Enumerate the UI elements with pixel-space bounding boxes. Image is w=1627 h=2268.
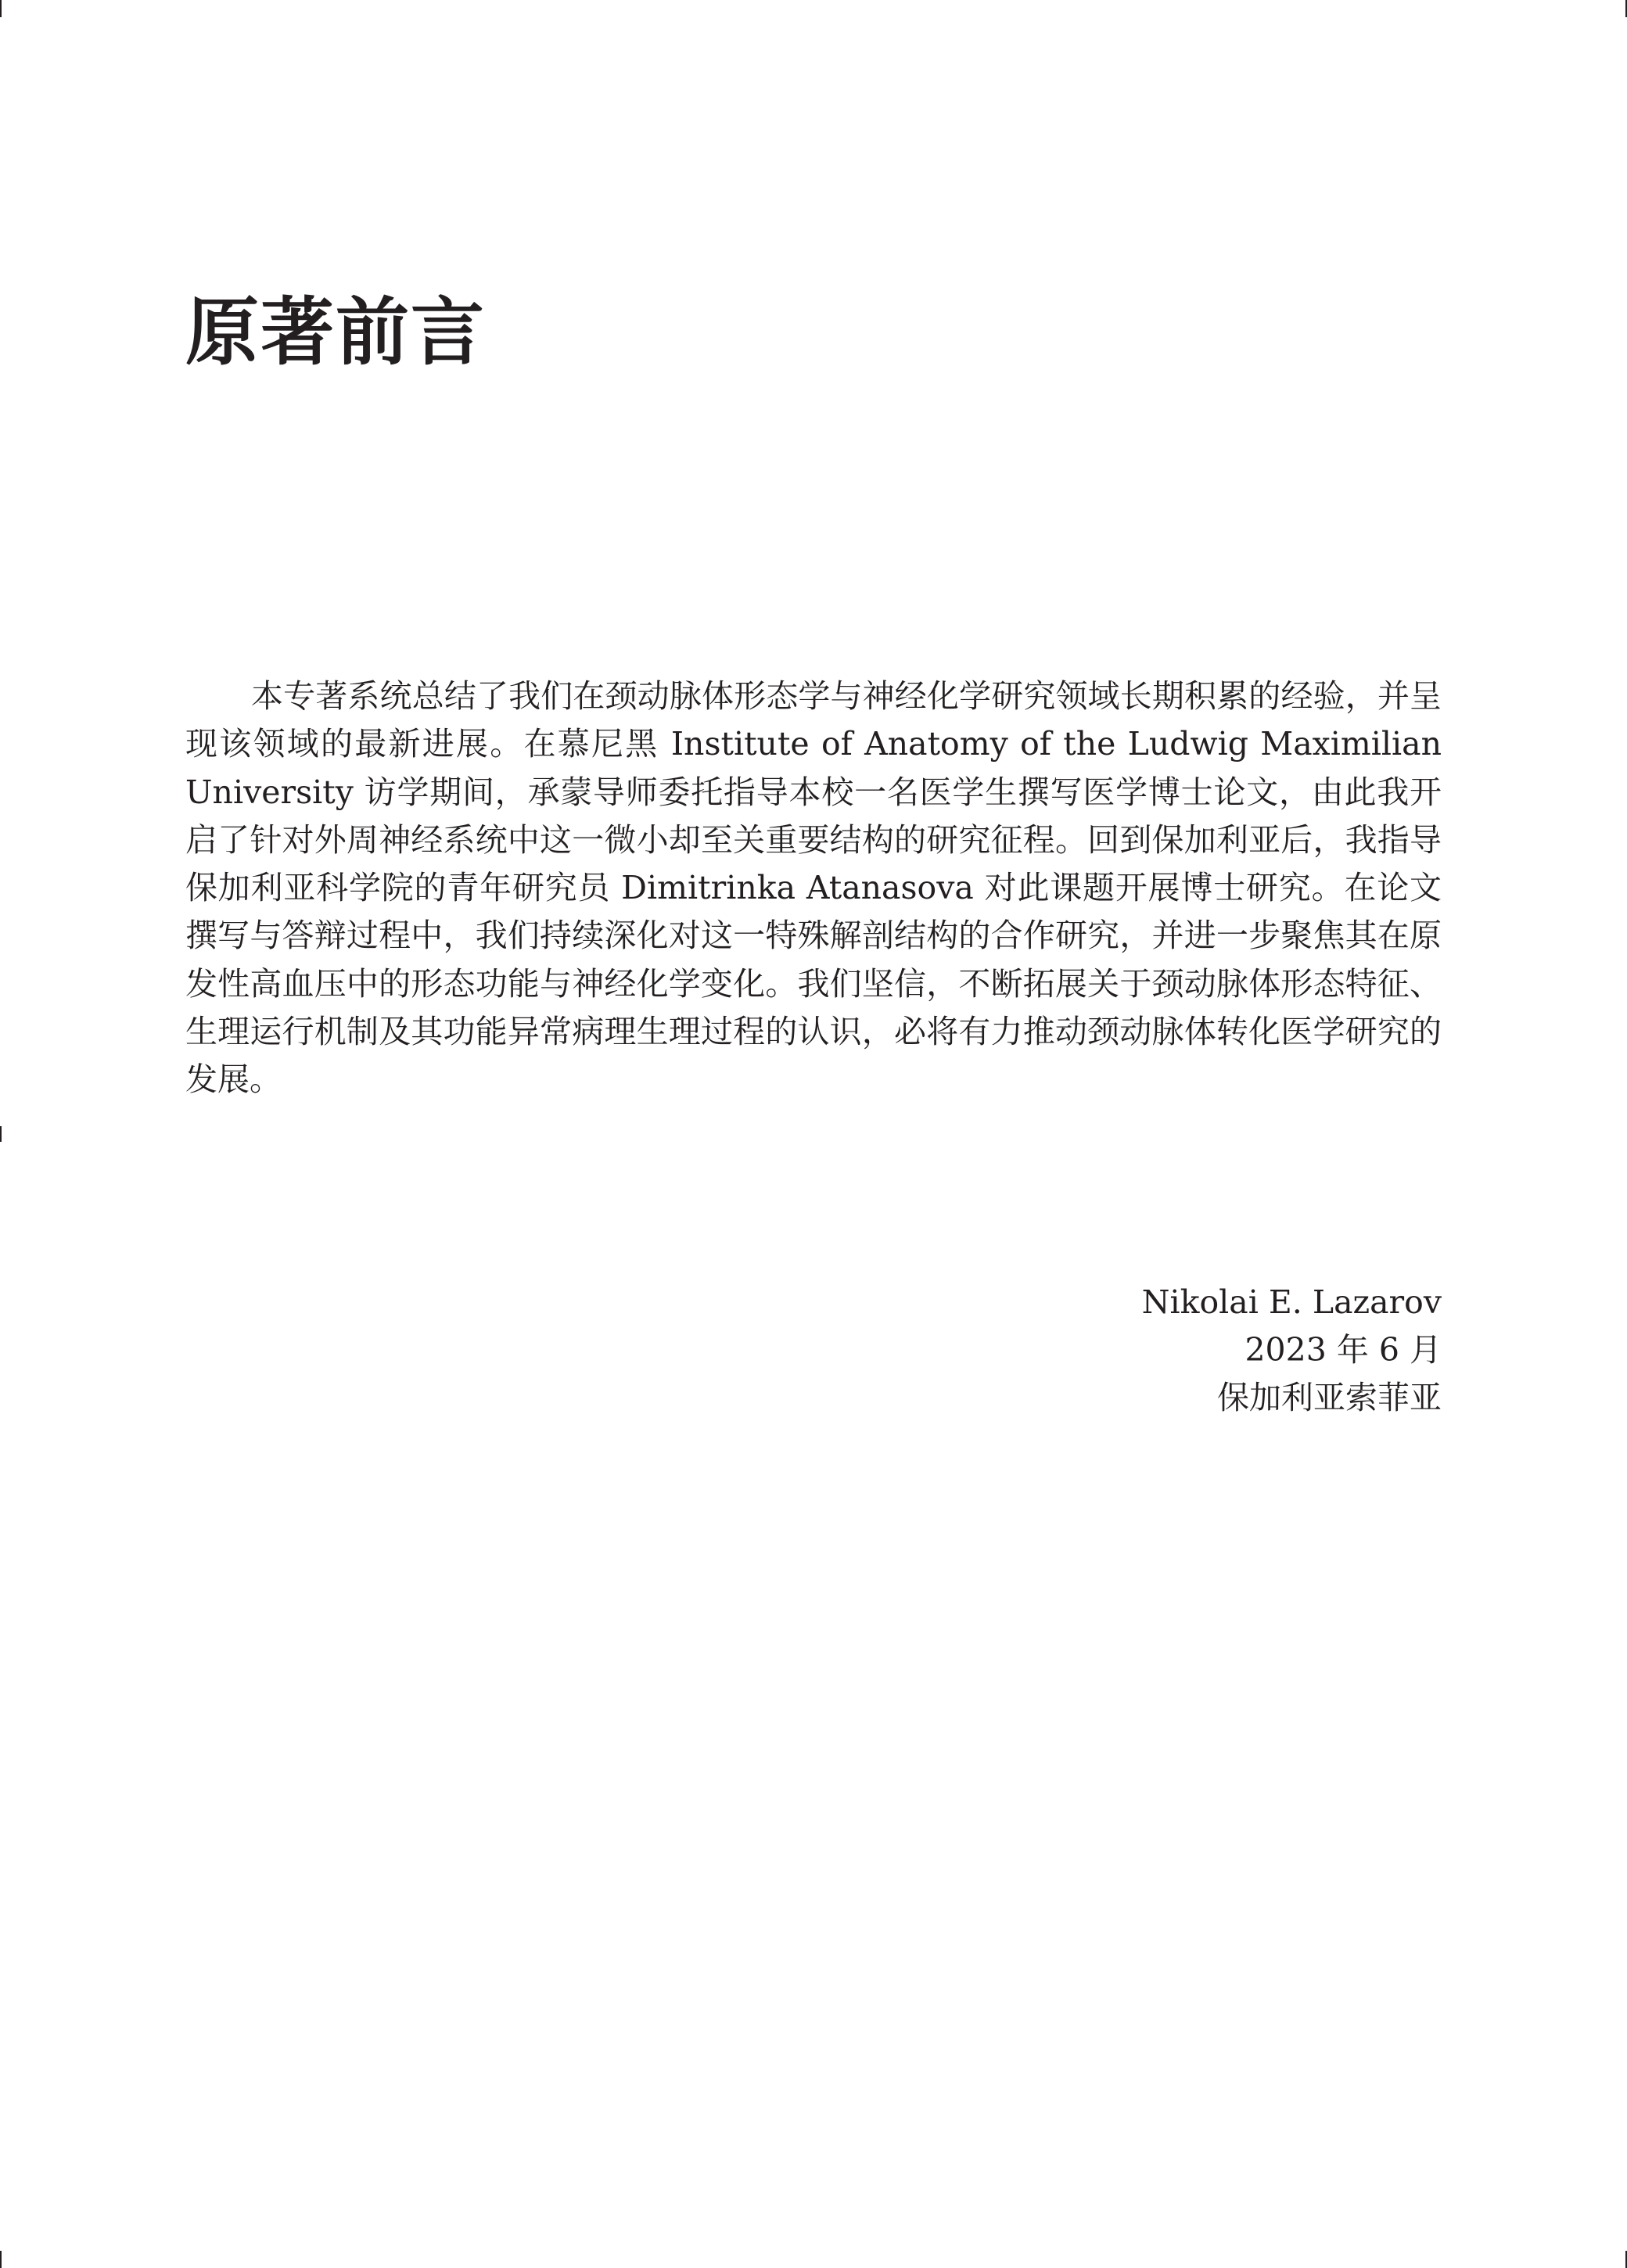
page-title: 原著前言 <box>185 289 487 375</box>
signature-date: 2023 年 6 月 <box>1244 1331 1442 1369</box>
signature-place: 保加利亚索菲亚 <box>1217 1379 1442 1416</box>
preface-paragraph: 本专著系统总结了我们在颈动脉体形态学与神经化学研究领域长期积累的经验，并呈现该领域的最新进展。在慕尼黑 Institute of Anatomy of the Ludwig Maximilian University 访学期间，承蒙导师委托指导本校一名医学生撰写医学博士论文，由此我开启了针对外周神经系统中这一微小却至关重要结构的研究征程。回到保加利亚后，我指导保加利亚科学院的青年研究员 Dimitrinka Atanasova 对此课题开展博士研究。在论文撰写与答辩过程中，我们持续深化对这一特殊解剖结构的合作研究，并进一步聚焦其在原发性高血压中的形态功能与神经化学变化。我们坚信，不断拓展关于颈动脉体形态特征、生理运行机制及其功能异常病理生理过程的认识，必将有力推动颈动脉体转化医学研究的发展。 <box>185 677 1442 1099</box>
signature-block <box>1142 1279 1442 1422</box>
crop-mark-bottom-left <box>0 2251 2 2268</box>
crop-mark-left-middle <box>0 1126 2 1142</box>
signature-author: Nikolai E. Lazarov <box>1141 1283 1442 1321</box>
crop-mark-top-left <box>0 0 2 17</box>
